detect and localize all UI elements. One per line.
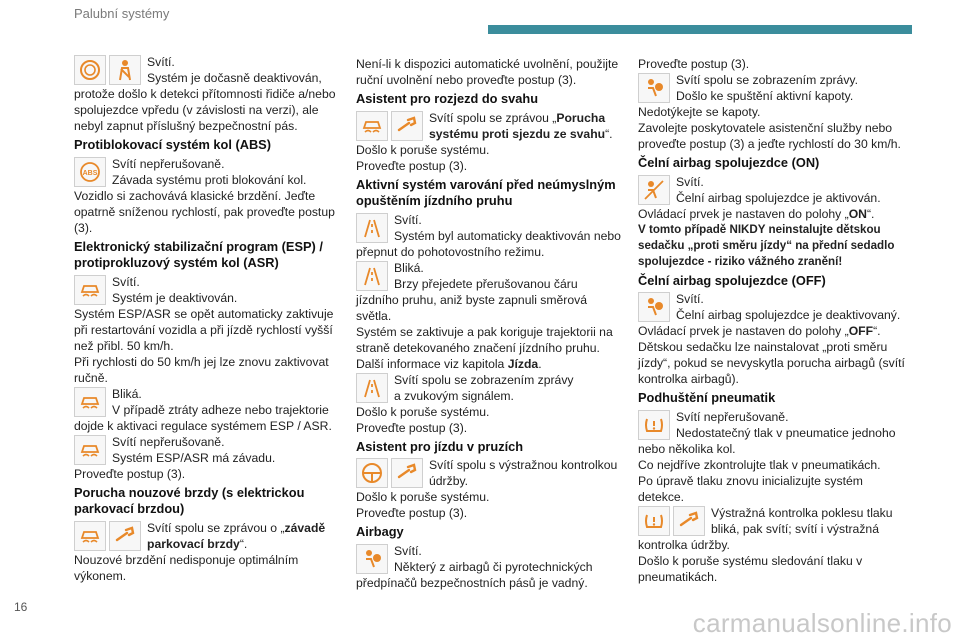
esp-icon [74,521,106,551]
lane-off-item [356,212,622,244]
description-text: Systém je dočasně deaktivován, [147,71,322,85]
body-text: Proveďte postup (3). [356,158,468,173]
description-text: Výstražná kontrolka poklesu tlaku bliká, pak svítí; svítí i výstražná [711,505,893,536]
esp-blink-item [74,386,340,418]
tyre-pressure-icon [638,506,670,536]
abs-icon [74,157,106,187]
warning-text: V tomto případě NIKDY neinstalujte dětskou sedačku „proti směru jízdy“ na přední sedadlo spolujezdce - riziko vážného zranění! [638,222,895,268]
section-title-airbag-on: Čelní airbag spolujezdce (ON) [638,155,820,170]
body-text: Vozidlo si zachovává klasické brzdění. Jeďte opatrně sníženou rychlostí, pak proveďte postup (3). [74,188,335,235]
lane-blink-item [356,260,622,292]
body-text: Proveďte postup (3). [638,57,750,71]
section-title-emergency-brake: Porucha nouzové brzdy (s elektrickou parkovací brzdou) [74,484,305,516]
description-text: Závada systému proti blokování kol. [112,172,307,187]
body-text: Došlo k poruše systému. [356,490,490,504]
airbag-on-item [638,174,910,206]
body-text: dojde k aktivaci regulace systémem ESP / ASR. [74,418,332,433]
airbag-icon [356,544,388,574]
section-title-abs: Protiblokovací systém kol (ABS) [74,137,271,152]
steering-wheel-icon [356,458,388,488]
body-text: Došlo k poruše systému. [356,404,490,419]
section-title-airbags: Airbagy [356,524,404,539]
abs-item [74,156,340,188]
description-text: Svítí spolu se zprávou „Porucha systému proti sjezdu ze svahu“. [429,110,613,141]
lane-icon [356,213,388,243]
section-title-lane-assist: Asistent pro jízdu v pruzích [356,438,524,454]
hill-item [356,110,622,142]
airbag-off-item [638,291,910,323]
description-text: V případě ztráty adheze nebo trajektorie [112,402,329,417]
body-text: předpínačů bezpečnostních pásů je vadný. [356,575,588,590]
body-text: Zavolejte poskytovatele asistenční služby nebo proveďte postup (3) a jeďte rychlostí do 30 km/h. [638,121,901,151]
lane-icon [356,261,388,291]
brake-item [74,520,340,552]
description-text: Došlo ke spuštění aktivní kapoty. [676,89,854,103]
header-accent-bar [488,25,912,34]
status-text: Svítí spolu se zobrazením zprávy [394,372,574,387]
lane-assist-item [356,457,622,489]
status-text: Svítí. [147,55,175,69]
description-text: Nedostatečný tlak v pneumatice jednoho [676,425,896,440]
body-text: Došlo k poruše systému sledování tlaku v pneumatikách. [638,553,863,584]
body-text: Ovládací prvek je nastaven do polohy „OFF“. [638,324,881,338]
column-3 [638,54,910,585]
airbag-icon [638,292,670,322]
wrench-icon [391,458,423,488]
body-text: Proveďte postup (3). [74,466,186,481]
description-text: Systém ESP/ASR má závadu. [112,450,276,465]
lane-icon [356,373,388,403]
status-text: Svítí nepřerušovaně. [112,156,225,171]
body-text: Proveďte postup (3). [356,506,468,520]
body-text: Nouzové brzdění nedisponuje optimálním výkonem. [74,552,299,583]
body-text: jízdního pruhu, aniž byste zapnuli směrová světla. [356,292,588,323]
esp-off-item [74,274,340,306]
body-text: Proveďte postup (3). [356,420,468,435]
body-text: Došlo k poruše systému. [356,142,490,157]
body-text: Další informace viz kapitola Jízda. [356,356,542,371]
description-text: Čelní airbag spolujezdce je deaktivovaný. [676,308,901,322]
active-bonnet-item [638,72,910,104]
body-text: Systém ESP/ASR se opět automaticky zaktivuje při restartování vozidla a při jízdě rychlostí vyšší než přibl. 50 km/h. [74,306,334,353]
esp-off-icon [74,275,106,305]
body-text: Systém se zaktivuje a pak koriguje trajektorii na straně detekovaného značení jízdního pruhu. [356,324,613,355]
body-text: Co nejdříve zkontrolujte tlak v pneumatikách. [638,457,881,472]
header-title: Palubní systémy [74,6,170,21]
lane-fault-item [356,372,622,404]
section-title-tyre-pressure: Podhuštění pneumatik [638,390,776,405]
watermark: carmanualsonline.info [692,608,952,638]
description-text: Systém byl automaticky deaktivován nebo [394,228,621,243]
status-text: Svítí. [394,543,422,558]
status-text: Bliká. [112,386,142,401]
body-text: Nedotýkejte se kapoty. [638,105,761,119]
status-text: Svítí. [676,174,704,189]
section-title-lane-departure: Aktivní systém varování před neúmyslným opuštěním jízdního pruhu [356,176,616,208]
page-number: 16 [14,600,28,614]
section-title-esp: Elektronický stabilizační program (ESP) / protiprokluzový systém kol (ASR) [74,238,323,270]
tyre-fault-item [638,505,910,537]
body-text: protože došlo k detekci přítomnosti řidiče a/nebo spolujezdce vpředu (v závislosti na verzi), ale nebyl zapnut příslušný bezpečnostní pás. [74,87,336,133]
body-text: Po úpravě tlaku znovu inicializujte systém detekce. [638,473,863,504]
description-text: Brzy přejedete přerušovanou čáru [394,276,578,291]
body-text: nebo několika kol. [638,441,736,456]
pedestrian-icon [638,73,670,103]
body-text: kontrolka údržby. [638,537,730,552]
status-text: Svítí spolu se zobrazením zprávy. [676,73,858,87]
description-text: Čelní airbag spolujezdce je aktivován. [676,190,881,205]
wrench-icon [109,521,141,551]
wrench-icon [391,111,423,141]
body-text: přepnut do pohotovostního režimu. [356,244,545,259]
status-text: Bliká. [394,260,424,275]
column-1 [74,54,340,584]
body-text: Není-li k dispozici automatické uvolnění, použijte ruční uvolnění nebo proveďte postup (3). [356,57,619,87]
status-text: Svítí nepřerušovaně. [676,409,789,424]
status-text: Svítí. [112,274,140,289]
status-text: Svítí. [676,292,704,306]
warning-circle-icon [74,55,106,85]
section-title-hill-assist: Asistent pro rozjezd do svahu [356,91,539,106]
esp-icon [356,111,388,141]
body-text: Dětskou sedačku lze nainstalovat „proti směru jízdy“, pokud se nevyskytla porucha airbagů (svítí kontrolka airbagů). [638,340,905,386]
status-text: Svítí. [394,212,422,227]
column-2 [356,54,622,591]
airbag-item [356,543,622,575]
section-title-airbag-off: Čelní airbag spolujezdce (OFF) [638,272,826,288]
esp-icon [74,387,106,417]
tyre-pressure-icon [638,410,670,440]
tyre-item [638,409,910,441]
description-text: Některý z airbagů či pyrotechnických [394,559,593,574]
description-text: Svítí spolu se zprávou o „závadě parkovací brzdy“. [147,520,326,551]
description-text: a zvukovým signálem. [394,388,514,403]
esp-fault-icon [74,435,106,465]
description-text: Svítí spolu s výstražnou kontrolkou údržby. [429,458,618,488]
status-text: Svítí nepřerušovaně. [112,434,225,449]
seatbelt-icon [109,55,141,85]
body-text: Ovládací prvek je nastaven do polohy „ON“. [638,206,875,221]
seatbelt-item [74,54,340,86]
esp-fault-item [74,434,340,466]
body-text: Při rychlosti do 50 km/h jej lze znovu zaktivovat ručně. [74,354,329,385]
wrench-icon [673,506,705,536]
airbag-off-icon [638,175,670,205]
description-text: Systém je deaktivován. [112,290,238,305]
